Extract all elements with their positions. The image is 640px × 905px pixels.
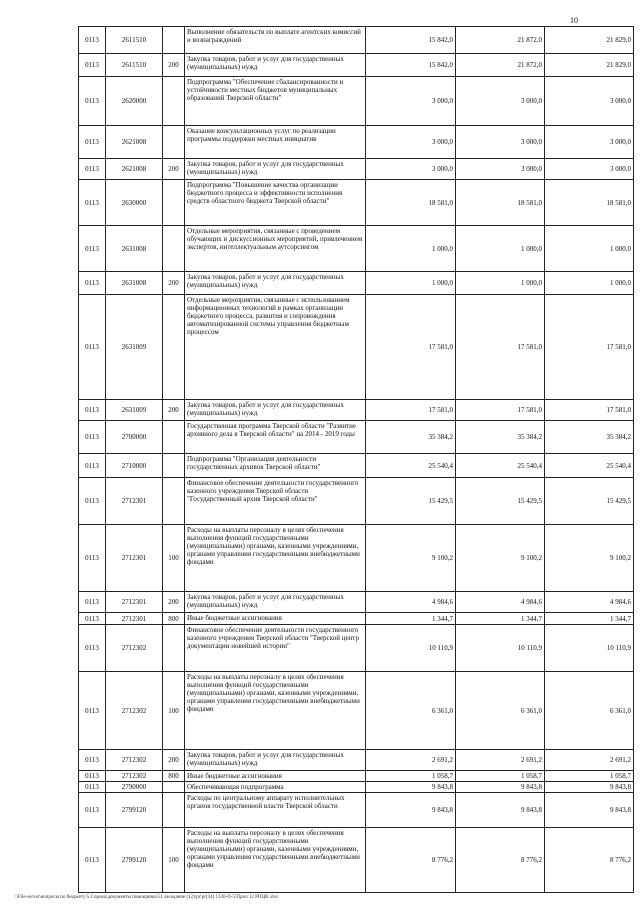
table-row [79,159,634,180]
amount-year2-cell: 1 058,7 [456,771,545,782]
table-row [79,613,634,625]
item-name-cell: Закупка товаров, работ и услуг для государственных (муниципальных) нужд [185,54,366,77]
item-name-cell: Финансовое обеспечение деятельности государственного казенного учреждения Тверской области "Государственный архив Тверской области" [185,478,366,525]
amount-year2-cell: 4 984,6 [456,592,545,613]
amount-year1-cell: 3 000,0 [366,159,456,180]
expense-type-cell: 100 [163,525,185,592]
amount-year2-cell: 3 000,0 [456,126,545,159]
table-row [79,478,634,525]
amount-year1-cell: 17 581,0 [366,295,456,400]
amount-year3-cell: 9 843,8 [545,782,634,793]
amount-year1-cell: 9 843,8 [366,782,456,793]
expense-type-cell [163,226,185,272]
expense-type-cell: 100 [163,828,185,893]
expense-type-cell [163,77,185,126]
target-article-cell: 2799120 [106,828,163,893]
expense-type-cell [163,295,185,400]
amount-year3-cell: 35 384,2 [545,421,634,454]
item-name-cell: Иные бюджетные ассигнования [185,771,366,782]
amount-year2-cell: 35 384,2 [456,421,545,454]
table-row [79,295,634,400]
section-code-cell: 0113 [79,613,106,625]
amount-year1-cell: 10 110,9 [366,625,456,672]
target-article-cell: 2712302 [106,771,163,782]
amount-year1-cell: 3 000,0 [366,77,456,126]
item-name-cell: Закупка товаров, работ и услуг для государственных (муниципальных) нужд [185,159,366,180]
amount-year2-cell: 6 361,0 [456,672,545,750]
amount-year3-cell: 15 429,5 [545,478,634,525]
amount-year1-cell: 6 361,0 [366,672,456,750]
amount-year3-cell: 21 829,0 [545,54,634,77]
expense-type-cell [163,126,185,159]
section-code-cell: 0113 [79,478,106,525]
amount-year2-cell: 1 000,0 [456,226,545,272]
item-name-cell: Расходы по центральному аппарату исполнительных органов государственной власти Тверской области [185,793,366,828]
amount-year2-cell: 17 581,0 [456,295,545,400]
section-code-cell: 0113 [79,54,106,77]
amount-year3-cell: 21 829,0 [545,27,634,54]
amount-year3-cell: 17 581,0 [545,400,634,421]
target-article-cell: 2712301 [106,525,163,592]
target-article-cell: 2631008 [106,226,163,272]
table-row [79,400,634,421]
expense-type-cell: 100 [163,672,185,750]
amount-year1-cell: 9 100,2 [366,525,456,592]
table-row [79,782,634,793]
amount-year3-cell: 1 000,0 [545,272,634,295]
amount-year1-cell: 2 691,2 [366,750,456,771]
section-code-cell: 0113 [79,421,106,454]
amount-year1-cell: 1 058,7 [366,771,456,782]
target-article-cell: 2710000 [106,454,163,478]
section-code-cell: 0113 [79,750,106,771]
amount-year3-cell: 3 000,0 [545,77,634,126]
target-article-cell: 2700000 [106,421,163,454]
amount-year2-cell: 25 540,4 [456,454,545,478]
amount-year2-cell: 1 344,7 [456,613,545,625]
item-name-cell: Подпрограмма "Организация деятельности государственных архивов Тверской области" [185,454,366,478]
item-name-cell: Государственная программа Тверской области "Развитие архивного дела в Тверской области" на 2014 - 2019 годы [185,421,366,454]
target-article-cell: 2631008 [106,272,163,295]
item-name-cell: Финансовое обеспечение деятельности государственного казенного учреждения Тверской области "Тверской центр документации новейшей истории" [185,625,366,672]
table-row [79,771,634,782]
section-code-cell: 0113 [79,793,106,828]
expense-type-cell: 200 [163,750,185,771]
item-name-cell: Закупка товаров, работ и услуг для государственных (муниципальных) нужд [185,272,366,295]
item-name-cell: Выполнение обязательств по выплате агентских комиссий и вознаграждений [185,27,366,54]
expense-type-cell: 200 [163,159,185,180]
amount-year3-cell: 9 843,8 [545,793,634,828]
item-name-cell: Закупка товаров, работ и услуг для государственных (муниципальных) нужд [185,592,366,613]
item-name-cell: Оказание консультационных услуг по реализации программы поддержки местных инициатив [185,126,366,159]
amount-year2-cell: 9 100,2 [456,525,545,592]
amount-year2-cell: 9 843,8 [456,793,545,828]
item-name-cell: Расходы на выплаты персоналу в целях обеспечения выполнения функций государственными (муниципальными) органами, казенными учреждениями, органами управления государственными внебюджетными фондами [185,525,366,592]
item-name-cell: Отдельные мероприятия, связанные с использованием информационных технологий в рамках организации бюджетного процесса, развития и сопровождения автоматизированной системы управления бюджетным процессом [185,295,366,400]
expense-type-cell [163,782,185,793]
amount-year1-cell: 1 000,0 [366,272,456,295]
amount-year1-cell: 9 843,8 [366,793,456,828]
amount-year3-cell: 9 100,2 [545,525,634,592]
amount-year2-cell: 3 000,0 [456,77,545,126]
item-name-cell: Подпрограмма "Обеспечение сбалансированности и устойчивости местных бюджетов муниципальных образований Тверской области" [185,77,366,126]
section-code-cell: 0113 [79,77,106,126]
amount-year1-cell: 25 540,4 [366,454,456,478]
expense-type-cell [163,625,185,672]
amount-year2-cell: 10 110,9 [456,625,545,672]
table-row [79,180,634,226]
target-article-cell: 2621008 [106,126,163,159]
target-article-cell: 2712302 [106,750,163,771]
target-article-cell: 2799120 [106,793,163,828]
section-code-cell: 0113 [79,400,106,421]
amount-year3-cell: 1 344,7 [545,613,634,625]
section-code-cell: 0113 [79,226,106,272]
target-article-cell: 2621008 [106,159,163,180]
section-code-cell: 0113 [79,782,106,793]
item-name-cell: Отдельные мероприятия, связанные с проведением обучающих и дискуссионных мероприятий, привлечением экспертов, интеллектуальным аутсорсингом [185,226,366,272]
expense-type-cell: 200 [163,272,185,295]
amount-year3-cell: 1 000,0 [545,226,634,272]
expense-type-cell: 800 [163,771,185,782]
table-row [79,454,634,478]
expense-type-cell: 200 [163,54,185,77]
table-row [79,126,634,159]
amount-year3-cell: 25 540,4 [545,454,634,478]
section-code-cell: 0113 [79,592,106,613]
expense-type-cell [163,27,185,54]
target-article-cell: 2790000 [106,782,163,793]
section-code-cell: 0113 [79,828,106,893]
amount-year1-cell: 8 776,2 [366,828,456,893]
amount-year3-cell: 2 691,2 [545,750,634,771]
amount-year2-cell: 21 872,0 [456,54,545,77]
item-name-cell: Закупка товаров, работ и услуг для государственных (муниципальных) нужд [185,400,366,421]
item-name-cell: Иные бюджетные ассигнования [185,613,366,625]
table-row [79,592,634,613]
table-row [79,226,634,272]
expense-type-cell [163,421,185,454]
amount-year1-cell: 15 429,5 [366,478,456,525]
table-row [79,828,634,893]
item-name-cell: Расходы на выплаты персоналу в целях обеспечения выполнения функций государственными (муниципальными) органами, казенными учреждениями, органами управления государственными внебюджетными фондами [185,672,366,750]
target-article-cell: 2631009 [106,295,163,400]
table-row [79,750,634,771]
amount-year1-cell: 17 581,0 [366,400,456,421]
section-code-cell: 0113 [79,625,106,672]
budget-table [78,26,634,893]
amount-year1-cell: 15 842,0 [366,54,456,77]
amount-year1-cell: 1 000,0 [366,226,456,272]
amount-year1-cell: 4 984,6 [366,592,456,613]
expense-type-cell [163,180,185,226]
expense-type-cell: 800 [163,613,185,625]
section-code-cell: 0113 [79,771,106,782]
amount-year1-cell: 35 384,2 [366,421,456,454]
target-article-cell: 2712301 [106,613,163,625]
target-article-cell: 2712302 [106,672,163,750]
amount-year3-cell: 1 058,7 [545,771,634,782]
amount-year3-cell: 17 581,0 [545,295,634,400]
amount-year2-cell: 2 691,2 [456,750,545,771]
file-path-footer: \\File-server\вопросы по бюджету\5 Сорока\документы помощника\51 заседание (12)\pr\pr(34) 1330-П-5\Прил 12 РПЦВ.xlsx [15,895,279,900]
target-article-cell: 2712301 [106,592,163,613]
target-article-cell: 2712301 [106,478,163,525]
section-code-cell: 0113 [79,454,106,478]
section-code-cell: 0113 [79,295,106,400]
table-row [79,77,634,126]
table-row [79,625,634,672]
amount-year3-cell: 18 581,0 [545,180,634,226]
amount-year3-cell: 10 110,9 [545,625,634,672]
target-article-cell: 2611510 [106,27,163,54]
table-body [79,27,634,893]
table-row [79,525,634,592]
target-article-cell: 2630000 [106,180,163,226]
amount-year2-cell: 21 872,0 [456,27,545,54]
table-row [79,672,634,750]
page-number: 10 [570,16,578,25]
section-code-cell: 0113 [79,126,106,159]
amount-year2-cell: 15 429,5 [456,478,545,525]
item-name-cell: Закупка товаров, работ и услуг для государственных (муниципальных) нужд [185,750,366,771]
target-article-cell: 2712302 [106,625,163,672]
table-row [79,54,634,77]
table-row [79,27,634,54]
amount-year1-cell: 15 842,0 [366,27,456,54]
table-row [79,793,634,828]
target-article-cell: 2611510 [106,54,163,77]
item-name-cell: Обеспечивающая подпрограмма [185,782,366,793]
section-code-cell: 0113 [79,27,106,54]
expense-type-cell [163,478,185,525]
section-code-cell: 0113 [79,180,106,226]
amount-year3-cell: 6 361,0 [545,672,634,750]
amount-year2-cell: 17 581,0 [456,400,545,421]
amount-year2-cell: 3 000,0 [456,159,545,180]
target-article-cell: 2620000 [106,77,163,126]
amount-year1-cell: 1 344,7 [366,613,456,625]
amount-year2-cell: 9 843,8 [456,782,545,793]
amount-year3-cell: 8 776,2 [545,828,634,893]
amount-year1-cell: 18 581,0 [366,180,456,226]
amount-year2-cell: 1 000,0 [456,272,545,295]
amount-year2-cell: 18 581,0 [456,180,545,226]
section-code-cell: 0113 [79,525,106,592]
section-code-cell: 0113 [79,672,106,750]
target-article-cell: 2631009 [106,400,163,421]
table-row [79,421,634,454]
expense-type-cell: 200 [163,400,185,421]
section-code-cell: 0113 [79,159,106,180]
amount-year3-cell: 3 000,0 [545,159,634,180]
amount-year3-cell: 4 984,6 [545,592,634,613]
expense-type-cell: 200 [163,592,185,613]
expense-type-cell [163,454,185,478]
amount-year1-cell: 3 000,0 [366,126,456,159]
item-name-cell: Расходы на выплаты персоналу в целях обеспечения выполнения функций государственными (муниципальными) органами, казенными учреждениями, органами управления государственными внебюджетными фондами [185,828,366,893]
table-row [79,272,634,295]
amount-year3-cell: 3 000,0 [545,126,634,159]
expense-type-cell [163,793,185,828]
item-name-cell: Подпрограмма "Повышение качества организации бюджетного процесса и эффективности исполнения средств областного бюджета Тверской области" [185,180,366,226]
section-code-cell: 0113 [79,272,106,295]
amount-year2-cell: 8 776,2 [456,828,545,893]
